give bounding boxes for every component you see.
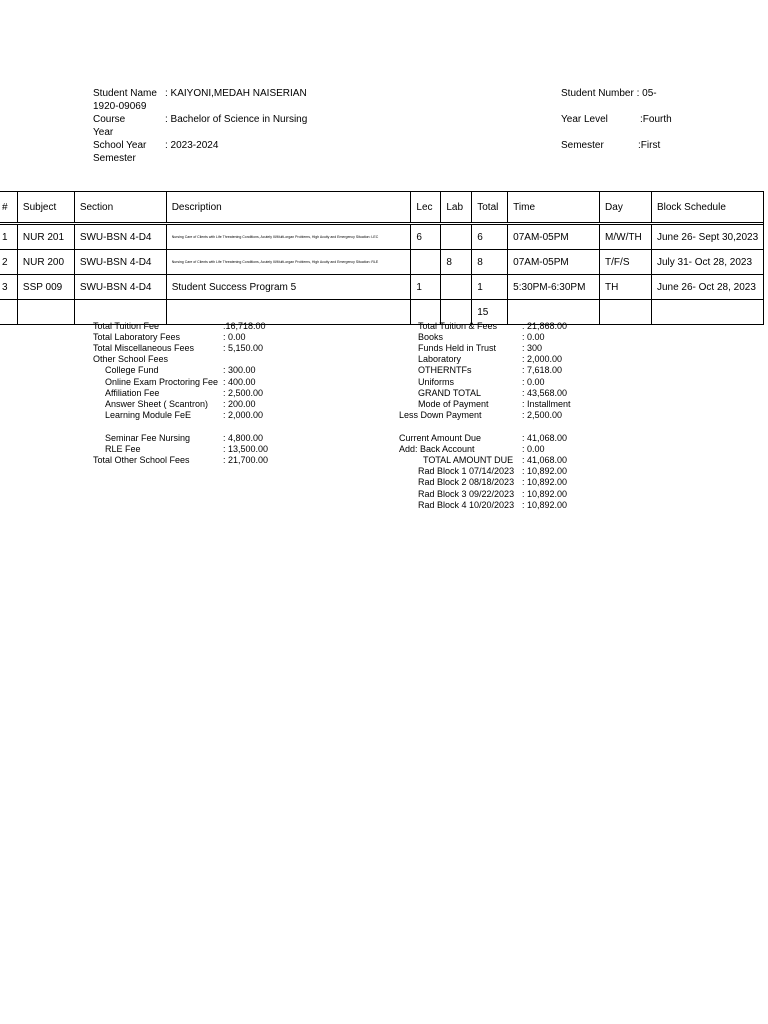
cell-description: Nursing Care of Clients with Life Threatening Conditions, Acutely IIl/Multi-organ Problems, High Acuity and Emergency Situation: LEC — [166, 225, 411, 250]
cell-num: 2 — [0, 250, 17, 275]
cell-lec — [411, 250, 441, 275]
fee-value: : 21,868.00 — [522, 320, 568, 331]
fee-value: : 41,068.00 — [522, 432, 568, 443]
table-row — [0, 250, 764, 275]
fee-value: : 5,150.00 — [223, 342, 264, 353]
fee-value: : 10,892.00 — [522, 499, 568, 510]
cell-lab — [441, 275, 472, 300]
cell-section: SWU-BSN 4-D4 — [74, 225, 166, 250]
col-header-total: Total — [472, 192, 508, 223]
cell-total: 8 — [472, 250, 508, 275]
cell-time: 07AM-05PM — [508, 250, 600, 275]
cell-day: M/W/TH — [600, 225, 652, 250]
cell-lab: 8 — [441, 250, 472, 275]
fee-label: Funds Held in Trust — [418, 342, 497, 353]
school-year-label: School Year — [93, 140, 147, 151]
fee-label: Books — [418, 331, 444, 342]
fee-label: Other School Fees — [93, 354, 169, 365]
fee-value: : 7,618.00 — [522, 365, 563, 376]
fee-label: Rad Block 1 07/14/2023 — [418, 466, 515, 477]
fee-value: : 43,568.00 — [522, 387, 568, 398]
fee-label: Rad Block 4 10/20/2023 — [418, 499, 515, 510]
semester-cont: Semester — [93, 153, 136, 164]
fee-label: TOTAL AMOUNT DUE — [423, 454, 514, 465]
schedule-table — [0, 191, 764, 325]
fee-value: : Installment — [522, 398, 571, 409]
fee-label: Current Amount Due — [399, 432, 482, 443]
fee-value: : 13,500.00 — [223, 443, 269, 454]
fee-label: Online Exam Proctoring Fee — [105, 376, 219, 387]
fee-label: Add: Back Account — [399, 443, 475, 454]
fee-value: :16,718.00 — [223, 320, 266, 331]
fee-value: : 300 — [522, 342, 543, 353]
fee-label: Rad Block 3 09/22/2023 — [418, 488, 515, 499]
fee-value: : 0.00 — [522, 331, 545, 342]
cell-total: 1 — [472, 275, 508, 300]
student-name-value: : KAIYONI,MEDAH NAISERIAN — [165, 88, 307, 99]
col-header-lab: Lab — [441, 192, 472, 223]
cell-section: SWU-BSN 4-D4 — [74, 275, 166, 300]
student-name-label: Student Name — [93, 88, 157, 99]
table-row — [0, 275, 764, 300]
fee-value: : 10,892.00 — [522, 488, 568, 499]
fee-value: : 2,000.00 — [522, 354, 563, 365]
fee-value: : 21,700.00 — [223, 454, 269, 465]
semester-value: :First — [638, 140, 661, 151]
col-header-time: Time — [508, 192, 600, 223]
cell-grand-total: 15 — [472, 300, 508, 325]
cell-lab — [441, 225, 472, 250]
col-header-num: # — [0, 192, 17, 223]
cell-block-schedule: June 26- Sept 30,2023 — [651, 225, 763, 250]
cell-section: SWU-BSN 4-D4 — [74, 250, 166, 275]
col-header-subject: Subject — [17, 192, 74, 223]
col-header-section: Section — [74, 192, 166, 223]
year-level-label: Year Level — [561, 114, 608, 125]
fee-label: Laboratory — [418, 354, 462, 365]
cell-lec: 1 — [411, 275, 441, 300]
fee-label: Less Down Payment — [399, 410, 482, 421]
course-label: Course — [93, 114, 126, 125]
cell-num: 1 — [0, 225, 17, 250]
cell-description: Student Success Program 5 — [166, 275, 411, 300]
fee-value: : 4,800.00 — [223, 432, 264, 443]
cell-empty — [600, 300, 652, 325]
cell-day: T/F/S — [600, 250, 652, 275]
cell-empty — [0, 300, 17, 325]
course-value: : Bachelor of Science in Nursing — [165, 114, 308, 125]
school-year-value: : 2023-2024 — [165, 140, 219, 151]
fee-label: Mode of Payment — [418, 398, 489, 409]
year-level-value: :Fourth — [640, 114, 672, 125]
fee-label: GRAND TOTAL — [418, 387, 482, 398]
fee-value: : 2,000.00 — [223, 410, 264, 421]
fee-value: : 10,892.00 — [522, 466, 568, 477]
cell-subject: SSP 009 — [17, 275, 74, 300]
cell-time: 5:30PM-6:30PM — [508, 275, 600, 300]
fee-label: Total Tuition Fee — [93, 320, 160, 331]
fee-value: : 0.00 — [223, 331, 246, 342]
fee-value: : 10,892.00 — [522, 477, 568, 488]
fee-label: Seminar Fee Nursing — [105, 432, 191, 443]
fee-label: Total Laboratory Fees — [93, 331, 181, 342]
table-row — [0, 225, 764, 250]
col-header-lec: Lec — [411, 192, 441, 223]
fee-label: Rad Block 2 08/18/2023 — [418, 477, 515, 488]
fee-label: Uniforms — [418, 376, 455, 387]
semester-label: Semester — [561, 140, 604, 151]
fee-value: : 300.00 — [223, 365, 256, 376]
year-cont: Year — [93, 127, 114, 138]
fee-value: : 200.00 — [223, 398, 256, 409]
fee-value: : 400.00 — [223, 376, 256, 387]
cell-empty — [166, 300, 411, 325]
fee-label: Total Miscellaneous Fees — [93, 342, 195, 353]
cell-empty — [17, 300, 74, 325]
cell-time: 07AM-05PM — [508, 225, 600, 250]
cell-total: 6 — [472, 225, 508, 250]
student-number-label: Student Number : 05- — [561, 88, 657, 99]
fee-label: RLE Fee — [105, 443, 141, 454]
student-number-cont: 1920-09069 — [93, 101, 147, 112]
cell-description: Nursing Care of Clients with Life Threatening Conditions, Acutely IIl/Multi-organ Problems, High Acuity and Emergency Situation: RLE — [166, 250, 411, 275]
cell-empty — [651, 300, 763, 325]
fee-label: Answer Sheet ( Scantron) — [105, 398, 209, 409]
fee-label: Affiliation Fee — [105, 387, 160, 398]
fee-label: College Fund — [105, 365, 159, 376]
cell-block-schedule: June 26- Oct 28, 2023 — [651, 275, 763, 300]
cell-num: 3 — [0, 275, 17, 300]
cell-subject: NUR 200 — [17, 250, 74, 275]
fee-label: Total Other School Fees — [93, 454, 190, 465]
fee-value: : 0.00 — [522, 443, 545, 454]
fee-label: OTHERNTFs — [418, 365, 472, 376]
col-header-day: Day — [600, 192, 652, 223]
fee-value: : 2,500.00 — [223, 387, 264, 398]
cell-subject: NUR 201 — [17, 225, 74, 250]
fee-label: Total Tuition & Fees — [418, 320, 498, 331]
fee-label: Learning Module FeE — [105, 410, 192, 421]
cell-day: TH — [600, 275, 652, 300]
fee-value: : 41,068.00 — [522, 454, 568, 465]
cell-lec: 6 — [411, 225, 441, 250]
col-header-block-schedule: Block Schedule — [651, 192, 763, 223]
cell-block-schedule: July 31- Oct 28, 2023 — [651, 250, 763, 275]
fee-value: : 2,500.00 — [522, 410, 563, 421]
col-header-description: Description — [166, 192, 411, 223]
fee-value: : 0.00 — [522, 376, 545, 387]
